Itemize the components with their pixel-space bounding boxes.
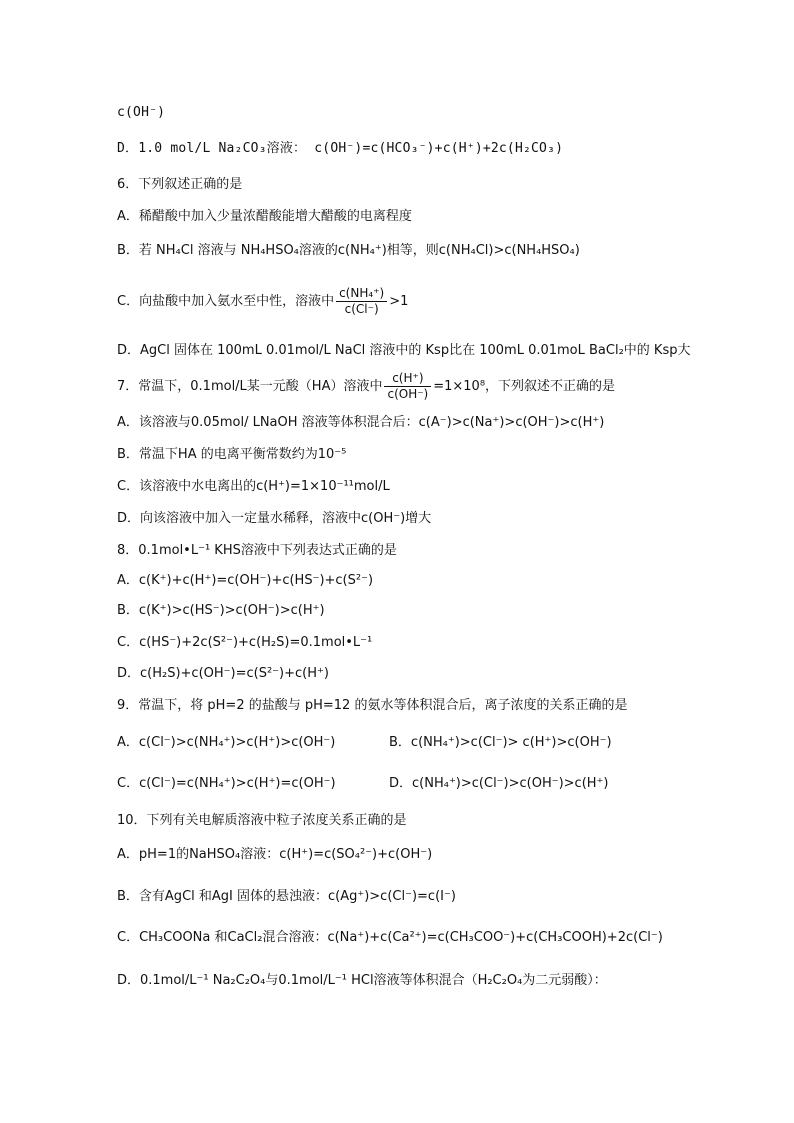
- fraction-7-denominator: c(OH⁻): [387, 387, 429, 401]
- question-7: [117, 367, 615, 407]
- option-7a: A．该溶液与0.05mol/ LNaOH 溶液等体积混合后：c(A⁻)>c(Na⁺)>c(OH⁻)>c(H⁺): [117, 415, 605, 430]
- option-10a: A．pH=1的NaHSO₄溶液：c(H⁺)=c(SO₄²⁻)+c(OH⁻): [117, 847, 433, 862]
- question-10: 10．下列有关电解质溶液中粒子浓度关系正确的是: [117, 813, 407, 828]
- question-9: 9．常温下，将 pH=2 的盐酸与 pH=12 的氨水等体积混合后，离子浓度的关系正确的是: [117, 698, 628, 713]
- option-7b: B．常温下HA 的电离平衡常数约为10⁻⁵: [117, 447, 347, 462]
- option-9b: B．c(NH₄⁺)>c(Cl⁻)> c(H⁺)>c(OH⁻): [389, 735, 612, 750]
- option-8a: A．c(K⁺)+c(H⁺)=c(OH⁻)+c(HS⁻)+c(S²⁻): [117, 573, 374, 588]
- fraction-7-numerator: c(H⁺): [384, 371, 431, 387]
- fraction-6c-numerator: c(NH₄⁺): [336, 286, 387, 302]
- option-10d: D．0.1mol/L⁻¹ Na₂C₂O₄与0.1mol/L⁻¹ HCl溶液等体积混合（H₂C₂O₄为二元弱酸）：: [117, 973, 607, 988]
- option-6c-suffix: >1: [389, 294, 409, 309]
- option-6c-text: C．向盐酸中加入氨水至中性，溶液中: [117, 294, 335, 309]
- continued-text: c(OH⁻): [117, 105, 166, 120]
- option-8b: B．c(K⁺)>c(HS⁻)>c(OH⁻)>c(H⁺): [117, 603, 325, 618]
- fraction-6c: [336, 286, 387, 317]
- option-6b: B．若 NH₄Cl 溶液与 NH₄HSO₄溶液的c(NH₄⁺)相等，则c(NH₄Cl)>c(NH₄HSO₄): [117, 243, 580, 258]
- question-7-text: 7．常温下，0.1mol/L某一元酸（HA）溶液中: [117, 379, 383, 394]
- option-9d: D．c(NH₄⁺)>c(Cl⁻)>c(OH⁻)>c(H⁺): [389, 776, 609, 791]
- option-8d: D．c(H₂S)+c(OH⁻)=c(S²⁻)+c(H⁺): [117, 666, 329, 681]
- fraction-7: [384, 371, 431, 402]
- option-10c: C．CH₃COONa 和CaCl₂混合溶液：c(Na⁺)+c(Ca²⁺)=c(CH₃COO⁻)+c(CH₃COOH)+2c(Cl⁻): [117, 930, 663, 945]
- option-d-q5: D．1.0 mol/L Na₂CO₃溶液： c(OH⁻)=c(HCO₃⁻)+c(H⁺)+2c(H₂CO₃): [117, 141, 564, 156]
- question-8: 8．0.1mol•L⁻¹ KHS溶液中下列表达式正确的是: [117, 543, 397, 558]
- option-6d: D．AgCl 固体在 100mL 0.01mol/L NaCl 溶液中的 Ksp比在 100mL 0.01moL BaCl₂中的 Ksp大: [117, 343, 691, 358]
- option-6a: A．稀醋酸中加入少量浓醋酸能增大醋酸的电离程度: [117, 209, 412, 224]
- question-6: 6．下列叙述正确的是: [117, 177, 243, 192]
- option-7d: D．向该溶液中加入一定量水稀释，溶液中c(OH⁻)增大: [117, 511, 432, 526]
- option-7c: C．该溶液中水电离出的c(H⁺)=1×10⁻¹¹mol/L: [117, 479, 390, 494]
- option-9c: C．c(Cl⁻)=c(NH₄⁺)>c(H⁺)=c(OH⁻): [117, 776, 336, 791]
- option-9a: A．c(Cl⁻)>c(NH₄⁺)>c(H⁺)>c(OH⁻): [117, 735, 336, 750]
- fraction-6c-denominator: c(Cl⁻): [344, 302, 379, 316]
- option-10b: B．含有AgCl 和AgI 固体的悬浊液：c(Ag⁺)>c(Cl⁻)=c(I⁻): [117, 889, 456, 904]
- question-7-suffix: =1×10⁸，下列叙述不正确的是: [433, 379, 616, 394]
- option-8c: C．c(HS⁻)+2c(S²⁻)+c(H₂S)=0.1mol•L⁻¹: [117, 635, 373, 650]
- option-6c: [117, 282, 408, 322]
